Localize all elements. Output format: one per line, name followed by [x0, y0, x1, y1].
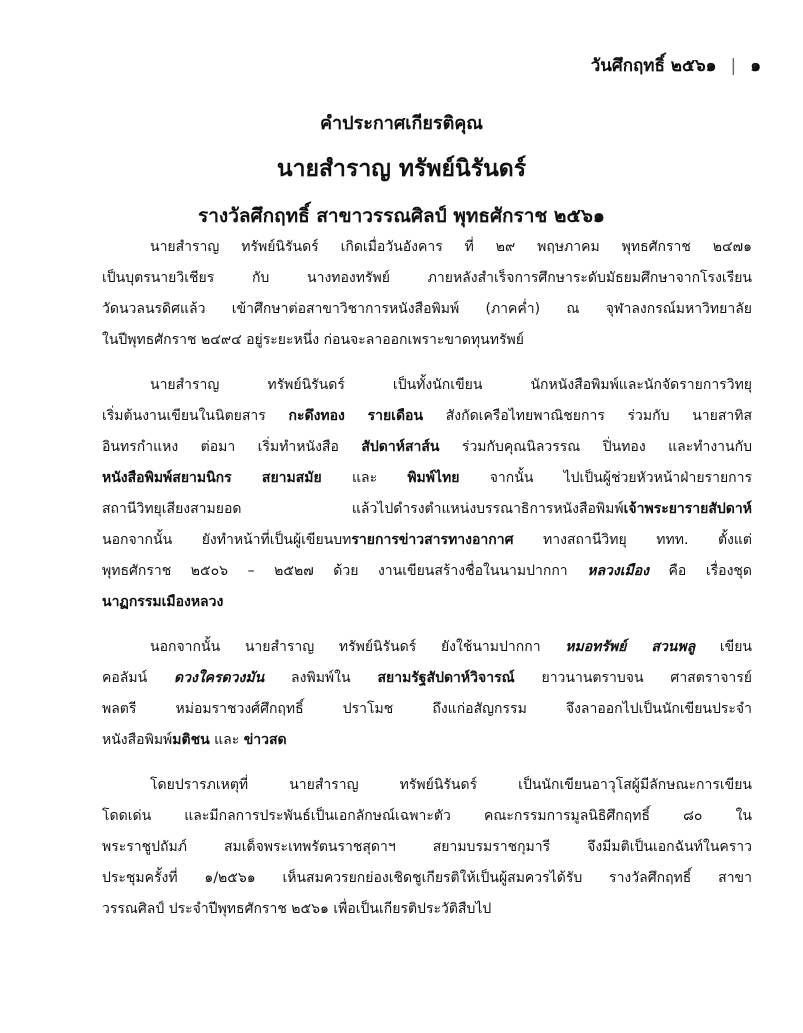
emphasized-text: หนังสือพิมพ์สยามนิกร: [102, 470, 232, 486]
title-block: [0, 108, 803, 231]
text-run: นายสำราญ ทรัพย์นิรันดร์ เป็นทั้งนักเขียน นักหนังสือพิมพ์และนักจัดรายการวิทยุ: [150, 377, 752, 393]
text-run: ทางสถานีวิทยุ ททท. ตั้งแต่: [513, 532, 752, 548]
text-line: [102, 801, 752, 832]
text-line: [102, 863, 752, 894]
text-run: และ: [209, 732, 244, 748]
text-run: อินทรกำแหง ต่อมา เริ่มทำหนังสือ: [102, 439, 362, 455]
text-line: [102, 663, 752, 694]
text-line: [102, 894, 752, 925]
text-line: [102, 370, 752, 401]
text-run: ในปีพุทธศักราช ๒๔๙๔ อยู่ระยะหนึ่ง ก่อนจะลาออกเพราะขาดทุนทรัพย์: [102, 332, 524, 348]
emphasized-text: เจ้าพระยารายสัปดาห์: [623, 501, 752, 517]
citation-heading: คำประกาศเกียรติคุณ: [319, 113, 484, 134]
text-line: [102, 294, 752, 325]
text-run: เริ่มต้นงานเขียนในนิตยสาร: [102, 408, 289, 424]
text-line: [102, 325, 752, 356]
running-header: [591, 52, 761, 79]
text-run: วัดนวลนรดิศแล้ว เข้าศึกษาต่อสาขาวิชาการหนังสือพิมพ์ (ภาคค่ำ) ณ จุฬาลงกรณ์มหาวิทยาลัย: [102, 301, 752, 317]
text-run: พุทธศักราช ๒๕๐๖ – ๒๕๒๗ ด้วย งานเขียนสร้างชื่อในนามปากกา: [102, 563, 588, 579]
text-run: ยาวนานตราบจน ศาสตราจารย์: [514, 670, 752, 686]
text-run: เขียน: [695, 639, 752, 655]
text-line: [102, 725, 752, 756]
text-run: นอกจากนั้น นายสำราญ ทรัพย์นิรันดร์ ยังใช้นามปากกา: [150, 639, 566, 655]
text-run: เป็นบุตรนายวิเชียร กับ นางทองทรัพย์ ภายหลังสำเร็จการศึกษาระดับมัธยมศึกษาจากโรงเรียน: [102, 270, 752, 286]
honoree-name: นายสำราญ ทรัพย์นิรันดร์: [276, 156, 527, 182]
emphasized-text: นาฏกรรมเมืองหลวง: [102, 594, 224, 610]
text-run: วรรณศิลป์ ประจำปีพุทธศักราช ๒๕๖๑ เพื่อเป็นเกียรติประวัติสืบไป: [102, 901, 492, 917]
page-number: ๑: [750, 56, 761, 76]
paragraph: [102, 770, 752, 925]
text-line: [102, 401, 752, 432]
emphasized-text: สยามรัฐสัปดาห์วิจารณ์: [377, 670, 515, 686]
text-run: ประชุมครั้งที่ ๑/๒๕๖๑ เห็นสมควรยกย่องเชิดชูเกียรติให้เป็นผู้สมควรได้รับ รางวัลศึกฤทธิ์ สาขา: [102, 870, 752, 886]
text-line: [102, 770, 752, 801]
header-section-title: วันศึกฤทธิ์ ๒๕๖๑: [590, 56, 717, 76]
paragraph: [102, 232, 752, 356]
paragraph: [102, 370, 752, 618]
text-run: [232, 470, 262, 486]
emphasized-text: สยามสมัย: [261, 470, 322, 486]
text-run: คือ เรื่องชุด: [648, 563, 752, 579]
emphasized-text: พิมพ์ไทย: [407, 470, 460, 486]
text-run: พลตรี หม่อมราชวงศ์ศึกฤทธิ์ ปราโมช ถึงแก่อสัญกรรม จึงลาออกไปเป็นนักเขียนประจำ: [102, 701, 752, 717]
emphasized-text: สัปดาห์สาส์น: [361, 439, 440, 455]
text-run: ร่วมกับคุณนิลวรรณ ปิ่นทอง และทำงานกับ: [439, 439, 752, 455]
text-run: คอลัมน์: [102, 670, 175, 686]
emphasized-text: หมอทรัพย์ สวนพลู: [565, 639, 696, 655]
text-line: [102, 632, 752, 663]
text-run: สถานีวิทยุเสียงสามยอด แล้วไปดำรงตำแหน่งบรรณาธิการหนังสือพิมพ์: [102, 501, 624, 517]
emphasized-text: หลวงเมือง: [587, 563, 649, 579]
text-line: [102, 525, 752, 556]
citation-body: [102, 232, 752, 939]
emphasized-text: มติชน: [172, 732, 210, 748]
award-title: รางวัลศึกฤทธิ์ สาขาวรรณศิลป์ พุทธศักราช ๒๕๖๑: [198, 205, 605, 227]
emphasized-text: รายการข่าวสารทางอากาศ: [351, 532, 514, 548]
text-run: ลงพิมพ์ใน: [264, 670, 378, 686]
text-line: [102, 832, 752, 863]
text-line: [102, 263, 752, 294]
text-run: นายสำราญ ทรัพย์นิรันดร์ เกิดเมื่อวันอังคาร ที่ ๒๙ พฤษภาคม พุทธศักราช ๒๔๗๑: [150, 239, 752, 255]
text-run: นอกจากนั้น ยังทำหน้าที่เป็นผู้เขียนบท: [102, 532, 352, 548]
text-line: [102, 232, 752, 263]
emphasized-text: ดวงใครดวงมัน: [174, 670, 265, 686]
text-line: [102, 694, 752, 725]
emphasized-text: รายเดือน: [367, 408, 424, 424]
header-separator: |: [730, 55, 737, 76]
text-line: [102, 463, 752, 494]
text-run: สังกัดเครือไทยพาณิชยการ ร่วมกับ นายสาทิส: [423, 408, 752, 424]
text-run: โดยปรารภเหตุที่ นายสำราญ ทรัพย์นิรันดร์ เป็นนักเขียนอาวุโสผู้มีลักษณะการเขียน: [150, 777, 752, 793]
paragraph: [102, 632, 752, 756]
text-line: [102, 494, 752, 525]
emphasized-text: กะดึงทอง: [288, 408, 345, 424]
text-run: และ: [321, 470, 408, 486]
text-line: [102, 556, 752, 587]
text-run: [345, 408, 368, 424]
emphasized-text: ข่าวสด: [243, 732, 287, 748]
text-run: หนังสือพิมพ์: [102, 732, 173, 748]
text-run: โดดเด่น และมีกลการประพันธ์เป็นเอกลักษณ์เฉพาะตัว คณะกรรมการมูลนิธิศึกฤทธิ์ ๘๐ ใน: [102, 808, 752, 824]
text-line: [102, 432, 752, 463]
text-line: [102, 587, 752, 618]
text-run: จากนั้น ไปเป็นผู้ช่วยหัวหน้าฝ่ายรายการ: [459, 470, 752, 486]
text-run: พระราชูปถัมภ์ สมเด็จพระเทพรัตนราชสุดาฯ สยามบรมราชกุมารี จึงมีมติเป็นเอกฉันท์ในคราว: [102, 839, 752, 855]
